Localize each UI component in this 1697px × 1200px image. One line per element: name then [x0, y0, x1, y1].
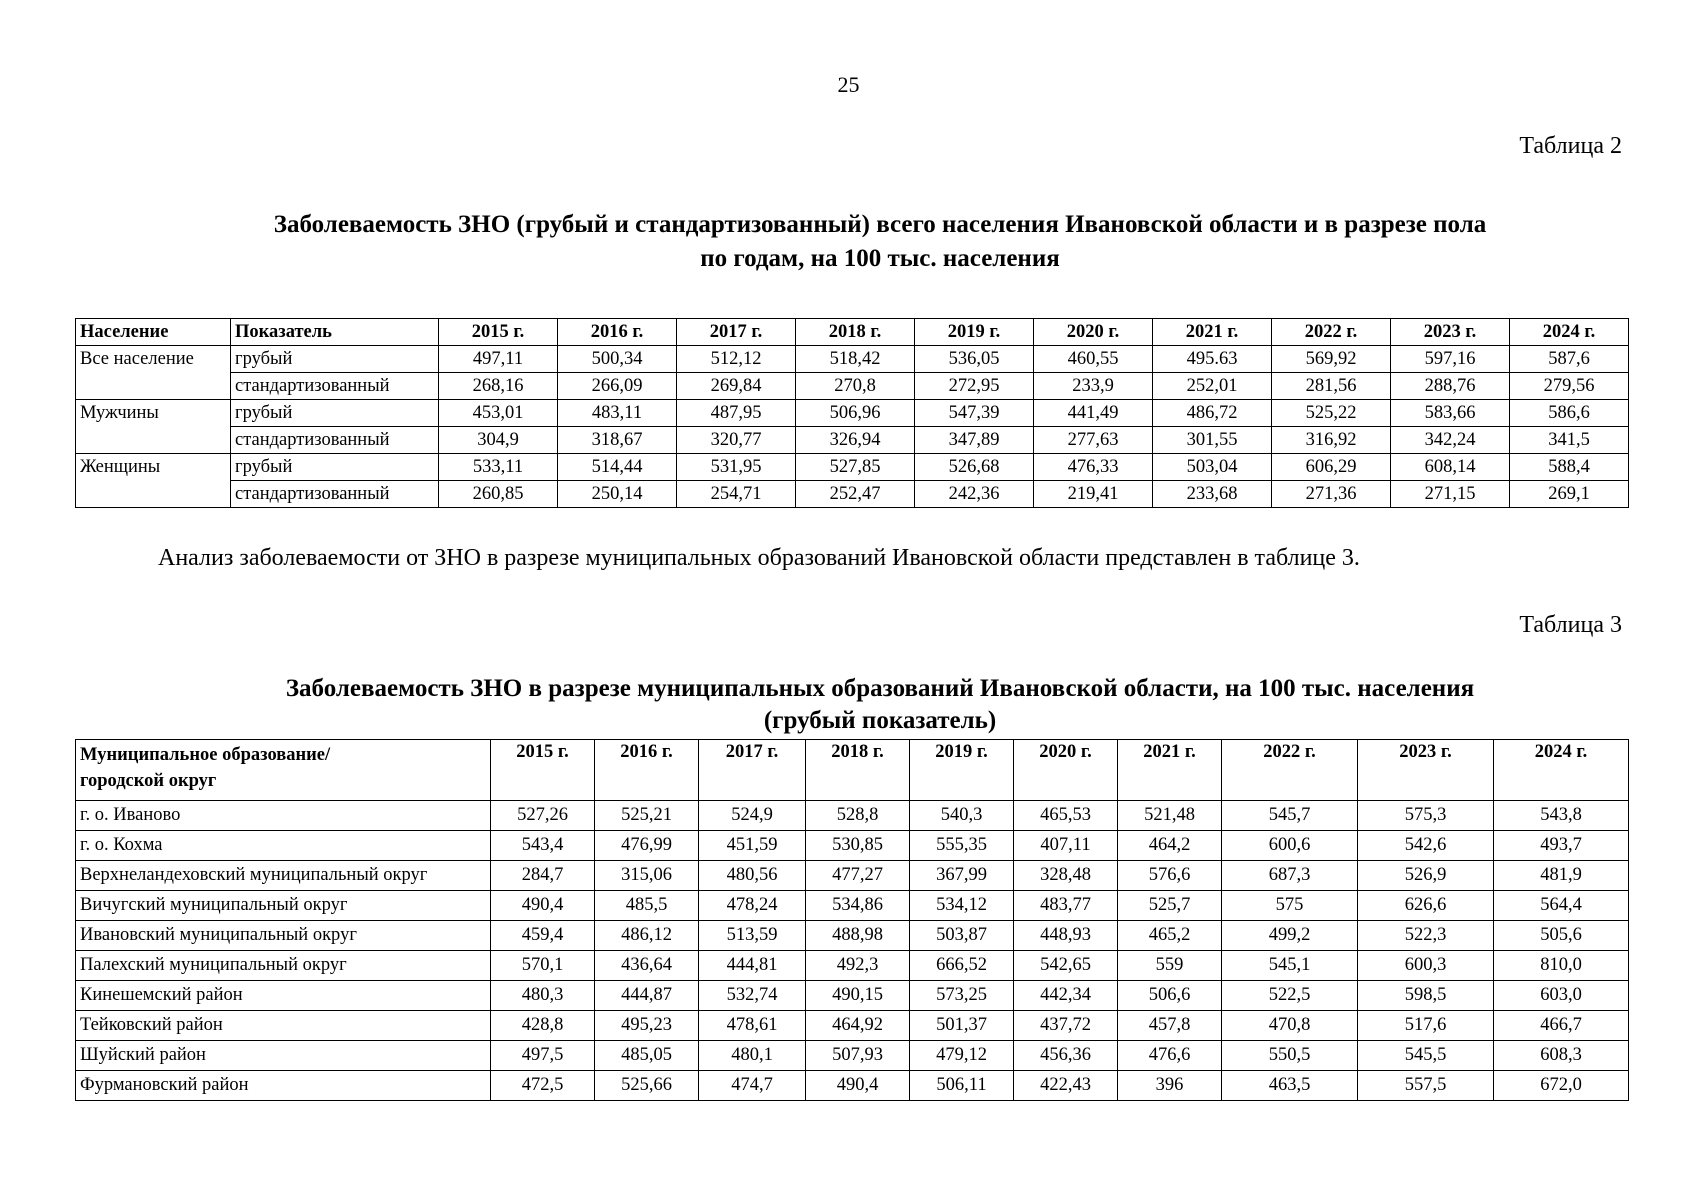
value-cell: 328,48 [1014, 861, 1118, 891]
value-cell: 347,89 [915, 427, 1034, 454]
table-row [76, 921, 1629, 951]
header-year: 2015 г. [491, 740, 595, 801]
table-header-row [76, 740, 1629, 801]
header-year: 2020 г. [1014, 740, 1118, 801]
value-cell: 583,66 [1391, 400, 1510, 427]
value-cell: 271,15 [1391, 481, 1510, 508]
value-cell: 483,11 [558, 400, 677, 427]
municipality-cell: Вичугский муниципальный округ [76, 891, 491, 921]
value-cell: 486,12 [595, 921, 699, 951]
value-cell: 485,05 [595, 1041, 699, 1071]
value-cell: 527,85 [796, 454, 915, 481]
value-cell: 342,24 [1391, 427, 1510, 454]
value-cell: 396 [1118, 1071, 1222, 1101]
value-cell: 495.63 [1153, 346, 1272, 373]
value-cell: 495,23 [595, 1011, 699, 1041]
value-cell: 570,1 [491, 951, 595, 981]
header-municipality-line1: Муниципальное образование/ [80, 745, 331, 765]
value-cell: 341,5 [1510, 427, 1629, 454]
table-row [76, 801, 1629, 831]
value-cell: 600,6 [1222, 831, 1358, 861]
value-cell: 503,87 [910, 921, 1014, 951]
value-cell: 252,01 [1153, 373, 1272, 400]
table-row [76, 427, 1629, 454]
value-cell: 451,59 [699, 831, 806, 861]
header-municipality [76, 740, 491, 801]
value-cell: 272,95 [915, 373, 1034, 400]
value-cell: 500,34 [558, 346, 677, 373]
value-cell: 250,14 [558, 481, 677, 508]
value-cell: 514,44 [558, 454, 677, 481]
value-cell: 493,7 [1494, 831, 1629, 861]
analysis-paragraph: Анализ заболеваемости от ЗНО в разрезе муниципальных образований Ивановской области представлен в таблице 3. [158, 545, 1360, 571]
indicator-cell: грубый [231, 400, 439, 427]
table-row [76, 481, 1629, 508]
value-cell: 518,42 [796, 346, 915, 373]
header-indicator: Показатель [231, 319, 439, 346]
value-cell: 506,6 [1118, 981, 1222, 1011]
value-cell: 476,6 [1118, 1041, 1222, 1071]
incidence-by-sex-table [75, 318, 1629, 508]
value-cell: 603,0 [1494, 981, 1629, 1011]
value-cell: 810,0 [1494, 951, 1629, 981]
value-cell: 532,74 [699, 981, 806, 1011]
value-cell: 479,12 [910, 1041, 1014, 1071]
header-year: 2018 г. [796, 319, 915, 346]
value-cell: 481,9 [1494, 861, 1629, 891]
value-cell: 524,9 [699, 801, 806, 831]
indicator-cell: грубый [231, 346, 439, 373]
value-cell: 513,59 [699, 921, 806, 951]
value-cell: 480,3 [491, 981, 595, 1011]
value-cell: 555,35 [910, 831, 1014, 861]
value-cell: 608,3 [1494, 1041, 1629, 1071]
header-year: 2015 г. [439, 319, 558, 346]
value-cell: 271,36 [1272, 481, 1391, 508]
value-cell: 497,5 [491, 1041, 595, 1071]
header-year: 2022 г. [1222, 740, 1358, 801]
population-cell: Женщины [76, 454, 231, 481]
table-row [76, 1041, 1629, 1071]
table-row [76, 346, 1629, 373]
table-3-title-line1: Заболеваемость ЗНО в разрезе муниципальных образований Ивановской области, на 100 тыс. населения [285, 675, 1475, 702]
value-cell: 499,2 [1222, 921, 1358, 951]
value-cell: 586,6 [1510, 400, 1629, 427]
value-cell: 490,15 [806, 981, 910, 1011]
table-2-title [180, 208, 1580, 276]
value-cell: 503,04 [1153, 454, 1272, 481]
value-cell: 575 [1222, 891, 1358, 921]
value-cell: 573,25 [910, 981, 1014, 1011]
value-cell: 525,7 [1118, 891, 1222, 921]
value-cell: 464,92 [806, 1011, 910, 1041]
table-row [76, 951, 1629, 981]
value-cell: 233,9 [1034, 373, 1153, 400]
value-cell: 463,5 [1222, 1071, 1358, 1101]
value-cell: 260,85 [439, 481, 558, 508]
value-cell: 270,8 [796, 373, 915, 400]
value-cell: 531,95 [677, 454, 796, 481]
value-cell: 575,3 [1358, 801, 1494, 831]
value-cell: 588,4 [1510, 454, 1629, 481]
table-row [76, 981, 1629, 1011]
value-cell: 460,55 [1034, 346, 1153, 373]
population-cell: Мужчины [76, 400, 231, 427]
header-year: 2016 г. [558, 319, 677, 346]
table-row [76, 831, 1629, 861]
value-cell: 269,84 [677, 373, 796, 400]
municipality-cell: Верхнеландеховский муниципальный округ [76, 861, 491, 891]
value-cell: 480,56 [699, 861, 806, 891]
value-cell: 526,68 [915, 454, 1034, 481]
value-cell: 543,8 [1494, 801, 1629, 831]
value-cell: 476,99 [595, 831, 699, 861]
value-cell: 672,0 [1494, 1071, 1629, 1101]
value-cell: 687,3 [1222, 861, 1358, 891]
municipality-cell: Ивановский муниципальный округ [76, 921, 491, 951]
page-number: 25 [837, 72, 860, 97]
value-cell: 284,7 [491, 861, 595, 891]
value-cell: 444,81 [699, 951, 806, 981]
header-population: Население [76, 319, 231, 346]
header-year: 2022 г. [1272, 319, 1391, 346]
value-cell: 525,21 [595, 801, 699, 831]
header-year: 2019 г. [910, 740, 1014, 801]
value-cell: 436,64 [595, 951, 699, 981]
value-cell: 543,4 [491, 831, 595, 861]
value-cell: 315,06 [595, 861, 699, 891]
header-year: 2023 г. [1391, 319, 1510, 346]
table-row [76, 861, 1629, 891]
value-cell: 564,4 [1494, 891, 1629, 921]
value-cell: 559 [1118, 951, 1222, 981]
header-year: 2023 г. [1358, 740, 1494, 801]
value-cell: 505,6 [1494, 921, 1629, 951]
value-cell: 666,52 [910, 951, 1014, 981]
value-cell: 521,48 [1118, 801, 1222, 831]
value-cell: 304,9 [439, 427, 558, 454]
value-cell: 525,66 [595, 1071, 699, 1101]
value-cell: 268,16 [439, 373, 558, 400]
population-cell-empty [76, 373, 231, 400]
value-cell: 533,11 [439, 454, 558, 481]
indicator-cell: стандартизованный [231, 481, 439, 508]
value-cell: 457,8 [1118, 1011, 1222, 1041]
value-cell: 534,86 [806, 891, 910, 921]
header-year: 2019 г. [915, 319, 1034, 346]
value-cell: 428,8 [491, 1011, 595, 1041]
value-cell: 490,4 [491, 891, 595, 921]
table-row [76, 1011, 1629, 1041]
table-row [76, 400, 1629, 427]
value-cell: 492,3 [806, 951, 910, 981]
municipality-cell: г. о. Иваново [76, 801, 491, 831]
value-cell: 477,27 [806, 861, 910, 891]
value-cell: 488,98 [806, 921, 910, 951]
value-cell: 522,5 [1222, 981, 1358, 1011]
value-cell: 266,09 [558, 373, 677, 400]
value-cell: 486,72 [1153, 400, 1272, 427]
municipality-cell: Фурмановский район [76, 1071, 491, 1101]
value-cell: 606,29 [1272, 454, 1391, 481]
value-cell: 367,99 [910, 861, 1014, 891]
value-cell: 233,68 [1153, 481, 1272, 508]
value-cell: 522,3 [1358, 921, 1494, 951]
value-cell: 316,92 [1272, 427, 1391, 454]
value-cell: 536,05 [915, 346, 1034, 373]
municipality-cell: Шуйский район [76, 1041, 491, 1071]
value-cell: 459,4 [491, 921, 595, 951]
value-cell: 254,71 [677, 481, 796, 508]
municipality-cell: Палехский муниципальный округ [76, 951, 491, 981]
value-cell: 441,49 [1034, 400, 1153, 427]
value-cell: 456,36 [1014, 1041, 1118, 1071]
value-cell: 478,61 [699, 1011, 806, 1041]
population-cell-empty [76, 427, 231, 454]
value-cell: 483,77 [1014, 891, 1118, 921]
value-cell: 318,67 [558, 427, 677, 454]
table-row [76, 891, 1629, 921]
value-cell: 277,63 [1034, 427, 1153, 454]
value-cell: 476,33 [1034, 454, 1153, 481]
population-cell: Все население [76, 346, 231, 373]
value-cell: 501,37 [910, 1011, 1014, 1041]
value-cell: 587,6 [1510, 346, 1629, 373]
header-year: 2024 г. [1494, 740, 1629, 801]
value-cell: 550,5 [1222, 1041, 1358, 1071]
value-cell: 527,26 [491, 801, 595, 831]
value-cell: 600,3 [1358, 951, 1494, 981]
value-cell: 464,2 [1118, 831, 1222, 861]
value-cell: 480,1 [699, 1041, 806, 1071]
table-row [76, 373, 1629, 400]
table-2-label: Таблица 2 [1519, 133, 1622, 159]
value-cell: 279,56 [1510, 373, 1629, 400]
table-2-title-line1: Заболеваемость ЗНО (грубый и стандартизованный) всего населения Ивановской области и в разрезе пола [273, 211, 1487, 238]
indicator-cell: грубый [231, 454, 439, 481]
value-cell: 465,53 [1014, 801, 1118, 831]
table-row [76, 1071, 1629, 1101]
header-municipality-line2: городской округ [80, 771, 217, 791]
value-cell: 422,43 [1014, 1071, 1118, 1101]
value-cell: 301,55 [1153, 427, 1272, 454]
value-cell: 437,72 [1014, 1011, 1118, 1041]
table-2-title-line2: по годам, на 100 тыс. населения [700, 245, 1060, 272]
value-cell: 608,14 [1391, 454, 1510, 481]
header-year: 2021 г. [1118, 740, 1222, 801]
value-cell: 472,5 [491, 1071, 595, 1101]
header-year: 2016 г. [595, 740, 699, 801]
municipality-cell: г. о. Кохма [76, 831, 491, 861]
value-cell: 269,1 [1510, 481, 1629, 508]
value-cell: 465,2 [1118, 921, 1222, 951]
value-cell: 545,1 [1222, 951, 1358, 981]
value-cell: 281,56 [1272, 373, 1391, 400]
value-cell: 478,24 [699, 891, 806, 921]
header-year: 2021 г. [1153, 319, 1272, 346]
value-cell: 448,93 [1014, 921, 1118, 951]
value-cell: 470,8 [1222, 1011, 1358, 1041]
value-cell: 557,5 [1358, 1071, 1494, 1101]
value-cell: 453,01 [439, 400, 558, 427]
value-cell: 528,8 [806, 801, 910, 831]
value-cell: 485,5 [595, 891, 699, 921]
table-3-title-line2: (грубый показатель) [763, 707, 997, 734]
value-cell: 517,6 [1358, 1011, 1494, 1041]
value-cell: 547,39 [915, 400, 1034, 427]
value-cell: 526,9 [1358, 861, 1494, 891]
value-cell: 320,77 [677, 427, 796, 454]
value-cell: 576,6 [1118, 861, 1222, 891]
value-cell: 442,34 [1014, 981, 1118, 1011]
value-cell: 326,94 [796, 427, 915, 454]
indicator-cell: стандартизованный [231, 373, 439, 400]
value-cell: 626,6 [1358, 891, 1494, 921]
value-cell: 512,12 [677, 346, 796, 373]
header-year: 2018 г. [806, 740, 910, 801]
value-cell: 530,85 [806, 831, 910, 861]
value-cell: 597,16 [1391, 346, 1510, 373]
value-cell: 407,11 [1014, 831, 1118, 861]
value-cell: 219,41 [1034, 481, 1153, 508]
value-cell: 466,7 [1494, 1011, 1629, 1041]
value-cell: 545,5 [1358, 1041, 1494, 1071]
value-cell: 542,6 [1358, 831, 1494, 861]
municipality-cell: Тейковский район [76, 1011, 491, 1041]
header-year: 2020 г. [1034, 319, 1153, 346]
value-cell: 242,36 [915, 481, 1034, 508]
table-header-row [76, 319, 1629, 346]
value-cell: 487,95 [677, 400, 796, 427]
value-cell: 444,87 [595, 981, 699, 1011]
value-cell: 474,7 [699, 1071, 806, 1101]
incidence-by-municipality-table [75, 739, 1629, 1101]
value-cell: 525,22 [1272, 400, 1391, 427]
value-cell: 534,12 [910, 891, 1014, 921]
indicator-cell: стандартизованный [231, 427, 439, 454]
value-cell: 506,11 [910, 1071, 1014, 1101]
value-cell: 598,5 [1358, 981, 1494, 1011]
value-cell: 506,96 [796, 400, 915, 427]
value-cell: 507,93 [806, 1041, 910, 1071]
table-row [76, 454, 1629, 481]
header-year: 2017 г. [699, 740, 806, 801]
value-cell: 545,7 [1222, 801, 1358, 831]
header-year: 2024 г. [1510, 319, 1629, 346]
value-cell: 252,47 [796, 481, 915, 508]
header-year: 2017 г. [677, 319, 796, 346]
value-cell: 288,76 [1391, 373, 1510, 400]
value-cell: 542,65 [1014, 951, 1118, 981]
table-3-title [180, 673, 1580, 737]
population-cell-empty [76, 481, 231, 508]
municipality-cell: Кинешемский район [76, 981, 491, 1011]
value-cell: 497,11 [439, 346, 558, 373]
value-cell: 540,3 [910, 801, 1014, 831]
table-3-label: Таблица 3 [1519, 612, 1622, 638]
value-cell: 490,4 [806, 1071, 910, 1101]
value-cell: 569,92 [1272, 346, 1391, 373]
